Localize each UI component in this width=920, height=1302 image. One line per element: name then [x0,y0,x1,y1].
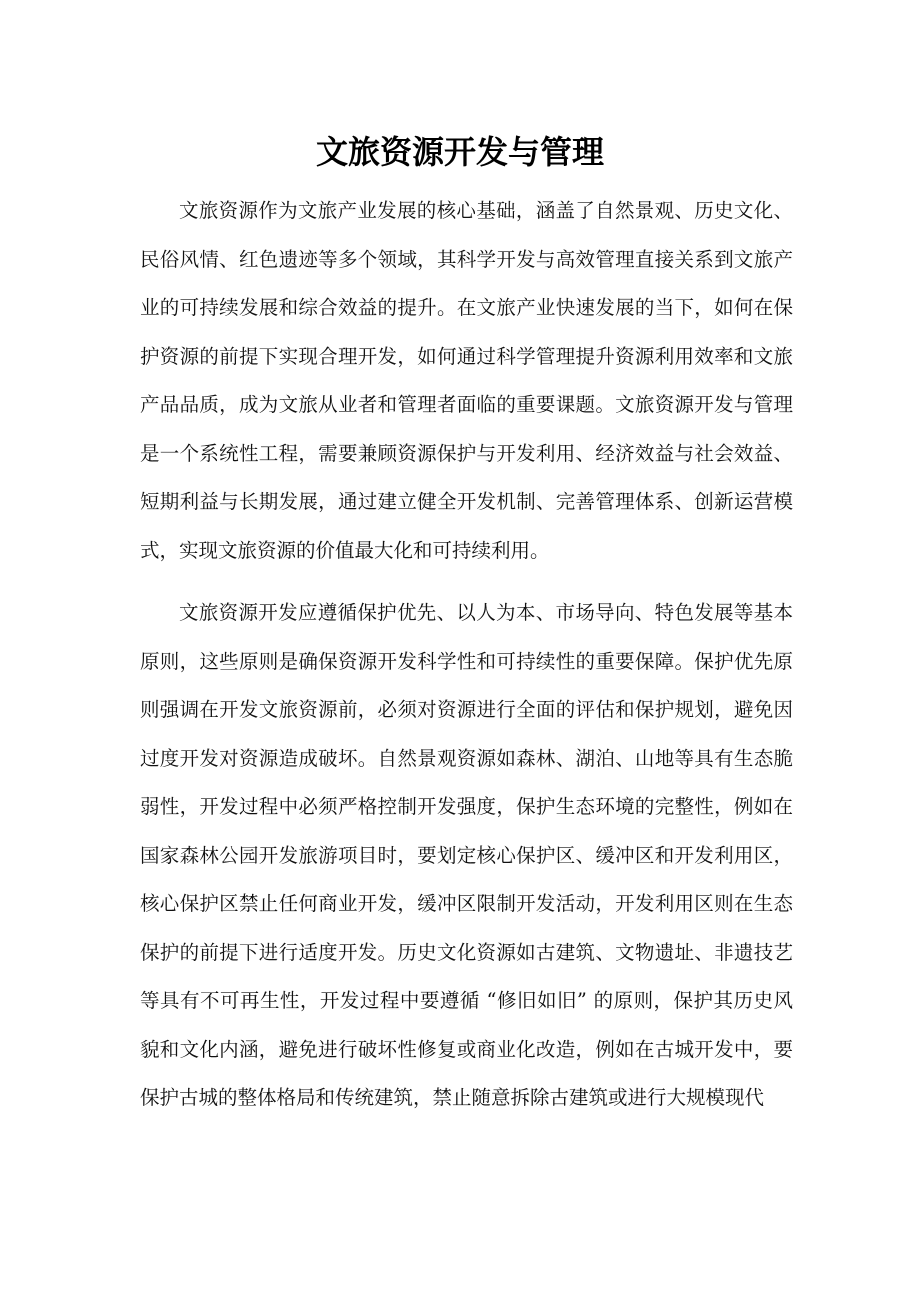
document-body [140,187,793,1137]
paragraph: 文旅资源开发应遵循保护优先、以人为本、市场导向、特色发展等基本原则，这些原则是确保资源开发科学性和可持续性的重要保障。保护优先原则强调在开发文旅资源前，必须对资源进行全面的评估和保护规划，避免因过度开发对资源造成破坏。自然景观资源如森林、湖泊、山地等具有生态脆弱性，开发过程中必须严格控制开发强度，保护生态环境的完整性，例如在国家森林公园开发旅游项目时，要划定核心保护区、缓冲区和开发利用区，核心保护区禁止任何商业开发，缓冲区限制开发活动，开发利用区则在生态保护的前提下进行适度开发。历史文化资源如古建筑、文物遗址、非遗技艺等具有不可再生性，开发过程中要遵循 “修旧如旧” 的原则，保护其历史风貌和文化内涵，避免进行破坏性修复或商业化改造，例如在古城开发中，要保护古城的整体格局和传统建筑，禁止随意拆除古建筑或进行大规模现代 [140,601,793,1109]
paragraph: 文旅资源作为文旅产业发展的核心基础，涵盖了自然景观、历史文化、民俗风情、红色遗迹等多个领域，其科学开发与高效管理直接关系到文旅产业的可持续发展和综合效益的提升。在文旅产业快速发展的当下，如何在保护资源的前提下实现合理开发，如何通过科学管理提升资源利用效率和文旅产品品质，成为文旅从业者和管理者面临的重要课题。文旅资源开发与管理是一个系统性工程，需要兼顾资源保护与开发利用、经济效益与社会效益、短期利益与长期发展，通过建立健全开发机制、完善管理体系、创新运营模式，实现文旅资源的价值最大化和可持续利用。 [140,199,793,562]
document-title: 文旅资源开发与管理 [315,133,604,171]
